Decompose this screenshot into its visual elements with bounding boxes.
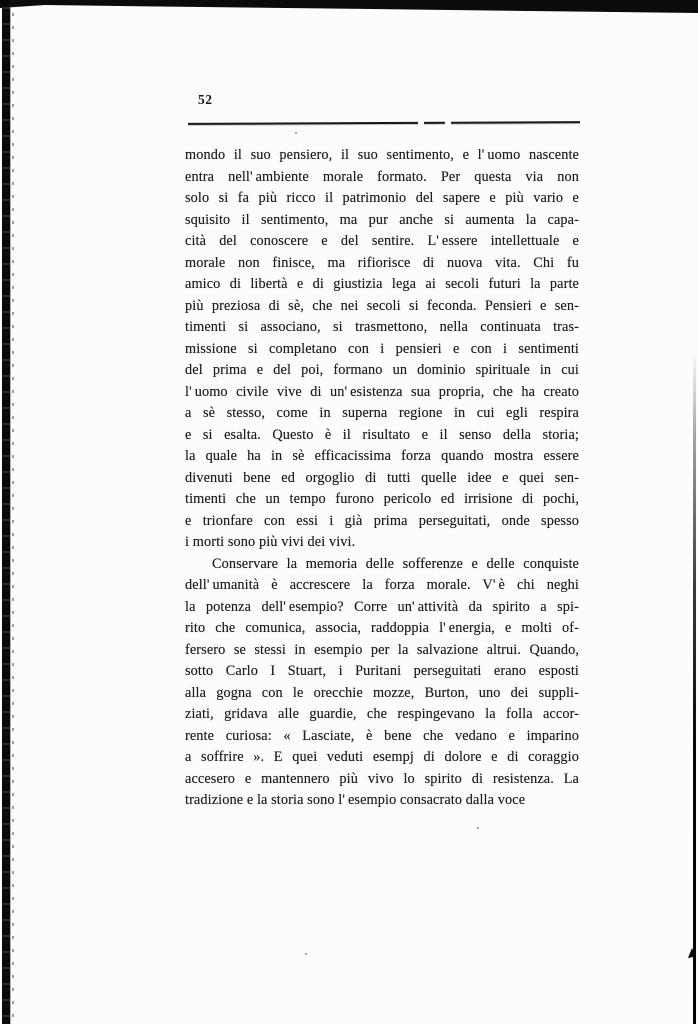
scan-binding-noise [12, 0, 14, 1024]
text-line: missione si completano con i pensieri e con i sentimenti [185, 340, 579, 357]
text-line: fersero se stessi in esempio per la salvazione altrui. Quando, [185, 641, 579, 658]
text-line: l' uomo civile vive di un' esistenza sua propria, che ha creato [185, 383, 579, 400]
header-rule-segment [188, 122, 418, 125]
text-line: sotto Carlo I Stuart, i Puritani perseguitati erano esposti [185, 663, 579, 679]
text-line: cità del conoscere e del sentire. L' essere intellettuale e [185, 233, 579, 249]
text-line: tradizione e la storia sono l' esempio consacrato dalla voce [185, 792, 526, 808]
text-line: dell' umanità è accrescere la forza morale. V' è chi neghi [185, 577, 579, 593]
text-line: più preziosa di sè, che nei secoli si feconda. Pensieri e sen- [185, 297, 579, 314]
text-line: rito che comunica, associa, raddoppia l' energia, e molti of- [185, 620, 579, 636]
header-rule [188, 120, 580, 126]
paragraph [185, 554, 579, 812]
header-rule-segment [451, 121, 580, 124]
scan-speck [477, 827, 479, 829]
text-line: accesero e mantennero più vivo lo spirito di resistenza. La [185, 770, 579, 787]
text-line: amico di libertà e di giustizia lega ai secoli futuri la parte [185, 276, 579, 292]
text-line: a soffrire ». E quei veduti esempj di dolore e di coraggio [185, 749, 579, 765]
scan-edge-top [0, 0, 698, 14]
text-line: alla gogna con le orecchie mozze, Burton, uno dei suppli- [185, 684, 579, 701]
scan-speck [305, 953, 307, 955]
text-line: la potenza dell' esempio? Corre un' attività da spirito a spi- [185, 598, 579, 615]
text-line: a sè stesso, come in superna regione in cui egli respira [185, 405, 579, 421]
text-line: entra nell' ambiente morale formato. Per questa via non [185, 168, 579, 185]
text-line: rente curiosa: « Lasciate, è bene che vedano e imparino [185, 727, 579, 744]
scan-binding-edge-left [2, 0, 10, 1024]
scan-speck [295, 132, 297, 134]
text-line: mondo il suo pensiero, il suo sentimento, e l' uomo nascente [185, 147, 579, 163]
text-line: la quale ha in sè efficacissima forza quando mostra essere [185, 448, 579, 464]
text-line: divenuti bene ed orgoglio di tutti quelle idee e quei sen- [185, 469, 579, 486]
scan-edge-right-line [693, 352, 696, 1024]
text-line: ziati, gridava alle guardie, che respingevano la folla accor- [185, 706, 579, 722]
text-line: e trionfare con essi i già prima perseguitati, onde spesso [185, 512, 579, 529]
text-line: del prima e del poi, formano un dominio spirituale in cui [185, 362, 579, 378]
header-rule-segment [424, 122, 445, 124]
text-line: timenti che un tempo furono pericolo ed irrisione di pochi, [185, 491, 579, 507]
text-line: solo si fa più ricco il patrimonio del sapere e più vario e [185, 190, 579, 206]
text-line: timenti si associano, si trasmettono, nella continuata tras- [185, 319, 579, 335]
text-line: Conservare la memoria delle sofferenze e delle conquiste [212, 555, 579, 572]
text-line: e si esalta. Questo è il risultato e il senso della storia; [185, 426, 579, 443]
paragraph [185, 145, 579, 554]
page-number: 52 [198, 92, 213, 107]
text-line: i morti sono più vivi dei vivi. [185, 534, 356, 550]
text-line: morale non finisce, ma rifiorisce di nuova vita. Chi fu [185, 254, 579, 271]
text-line: squisito il sentimento, ma pur anche si aumenta la capa- [185, 211, 579, 228]
text-block [185, 145, 579, 812]
